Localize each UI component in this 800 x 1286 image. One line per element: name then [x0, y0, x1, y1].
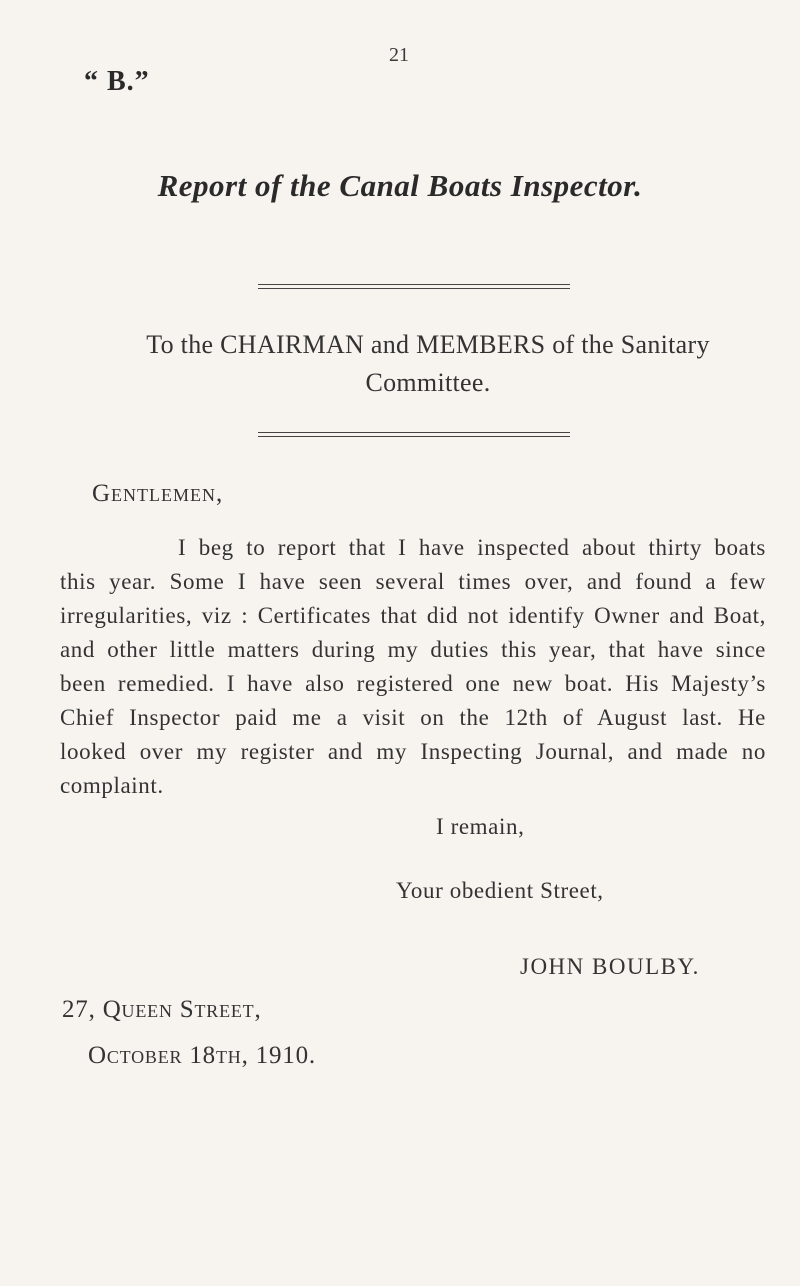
address-street: 27, Queen Street,: [62, 996, 262, 1023]
report-title: Report of the Canal Boats Inspector.: [157, 168, 643, 203]
address-date: October 18th, 1910.: [88, 1042, 316, 1069]
closing-obedient: Your obedient Street,: [396, 878, 604, 903]
appendix-label: “ B.”: [84, 66, 150, 97]
signature-name: JOHN BOULBY.: [520, 954, 700, 979]
divider-rule: [258, 432, 570, 437]
page-number: 21: [389, 44, 409, 66]
divider-rule: [258, 284, 570, 289]
report-body-paragraph: I beg to report that I have inspected about thirty boats this year. Some I have seen several times over, and found a few irregularities, viz : Certificates that did not identify Owner and Boat, and other little matters during my duties this year, that have since been remedied. I have also registered one new boat. His Majesty’s Chief Inspector paid me a visit on the 12th of August last. He looked over my register and my Inspecting Journal, and made no complaint.: [60, 535, 766, 798]
addressee: To the CHAIRMAN and MEMBERS of the Sanitary Committee.: [146, 330, 710, 397]
salutation: Gentlemen,: [92, 480, 224, 507]
closing-remain: I remain,: [436, 814, 525, 839]
